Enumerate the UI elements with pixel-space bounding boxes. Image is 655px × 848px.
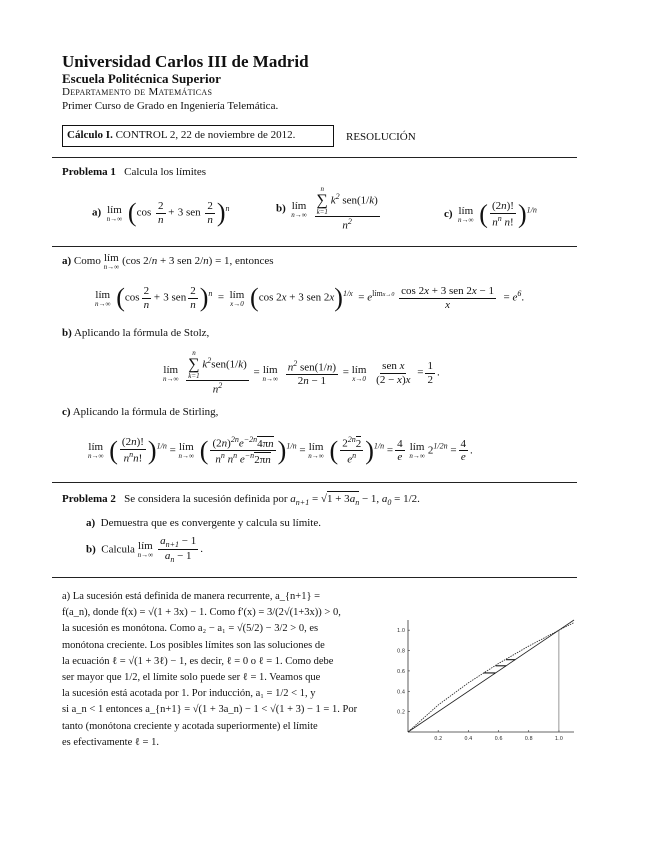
divider bbox=[52, 577, 577, 578]
item-c-label: c) bbox=[444, 208, 453, 220]
solution-c-label: c) bbox=[62, 406, 71, 418]
problem2-item-a-label: a) bbox=[86, 517, 96, 529]
problem1-item-a: a) lím n→∞ (cos $\frac{2}{n}$ + 3 sen $\frac{2}{n}$ )$^n$ bbox=[92, 198, 230, 228]
problem1-heading bbox=[62, 166, 206, 178]
solution-line: ser mayor que 1/2, el límite solo puede ser ℓ = 1. Veamos que bbox=[62, 672, 321, 684]
solution-b-intro bbox=[62, 327, 209, 339]
resolution-label: RESOLUCIÓN bbox=[346, 131, 416, 143]
department-name: Departamento de Matemáticas bbox=[62, 86, 213, 98]
item-b-label: b) bbox=[276, 202, 286, 215]
y-tick-label: 1.0 bbox=[397, 628, 405, 635]
solution-line: la sucesión está acotada por 1. Por inducción, a₁ = 1/2 < 1, y bbox=[62, 688, 316, 700]
problem2-item-b: b) Calcula lím n→∞ $\frac{a_{n+1} - 1}{a_n - 1}$ . bbox=[86, 535, 204, 565]
x-tick-label: 0.8 bbox=[524, 736, 533, 742]
cobweb-chart bbox=[392, 612, 582, 747]
y-tick-label: 0.2 bbox=[397, 709, 405, 716]
solution-line: la ecuación ℓ = √(1 + 3ℓ) − 1, es decir, ℓ = 0 o ℓ = 1. Como debe bbox=[62, 655, 334, 667]
x-tick-label: 0.4 bbox=[464, 736, 473, 742]
problem2-item-b-text: Calcula bbox=[101, 543, 135, 556]
problem2-solution bbox=[62, 589, 384, 751]
solution-line: la sucesión es monótona. Como a₂ − a₁ = √(5/2) − 3/2 > 0, es bbox=[62, 623, 319, 635]
problem1-label: Problema 1 bbox=[62, 166, 116, 178]
solution-line: es efectivamente ℓ = 1. bbox=[62, 736, 159, 748]
exam-date: CONTROL 2, 22 de noviembre de 2012. bbox=[115, 129, 296, 141]
solution-line: f(a_n), donde f(x) = √(1 + 3x) − 1. Como f′(x) = 3/(2√(1+3x)) > 0, bbox=[62, 607, 341, 619]
x-tick-label: 1.0 bbox=[554, 736, 563, 742]
y-tick-label: 0.6 bbox=[397, 668, 405, 675]
x-tick-label: 0.6 bbox=[494, 736, 503, 742]
solution-a-text2: entonces bbox=[235, 255, 274, 268]
divider bbox=[52, 482, 577, 483]
solution-line: tanto (monótona creciente y acotada superiormente) el límite bbox=[62, 720, 318, 732]
problem2-item-a-text: Demuestra que es convergente y calcula su límite. bbox=[100, 517, 321, 529]
solution-a-text: Como bbox=[73, 255, 101, 268]
y-tick-label: 0.4 bbox=[397, 689, 405, 696]
y-tick-label: 0.8 bbox=[397, 648, 405, 655]
solution-c-intro bbox=[62, 406, 218, 418]
divider bbox=[52, 246, 577, 247]
problem2-heading: Problema 2 Se considera la sucesión definida por $a_{n+1} = √1 + 3a_n - 1$, $a_0 = 1/2$. bbox=[62, 493, 420, 508]
solution-c-text: Aplicando la fórmula de Stirling, bbox=[72, 406, 219, 418]
problem2-item-b-label: b) bbox=[86, 543, 96, 556]
problem1-item-c: c) lím n→∞ ( $\frac{(2n)!}{n^n n!}$ )$^{1/n}$ bbox=[444, 199, 537, 229]
solution-a-formula: lím n→∞ (cos $\frac{2}{n}$ + 3 sen $\frac{2}{n}$ )$^n$ = lím x→0 (cos 2x + 3 sen $2x)^{1/x} = e^{límx\to 0}$ $\frac{\text{cos 2x + 3 sen 2x − 1}}{x}$ = $e^6$. bbox=[95, 283, 525, 313]
university-name: Universidad Carlos III de Madrid bbox=[62, 52, 309, 71]
solution-a-label: a) bbox=[62, 255, 72, 268]
problem2-statement: Se considera la sucesión definida por bbox=[124, 493, 288, 505]
solution-b-formula: lím n→∞ n ∑ k=1 $k^2sen(1/k)$ $n^2$ = lím n→∞ $\frac{n^2 sen(1/n)}{2n - 1}$ = lím x→0 $\frac{\text{sen x}}{(2 - x)x}$ = $\frac{1}{2}$ . bbox=[163, 349, 440, 396]
solution-line: monótona creciente. Los posibles límites son las soluciones de bbox=[62, 639, 325, 651]
solution-line: a) La sucesión está definida de manera recurrente, a_{n+1} = bbox=[62, 591, 321, 602]
solution-line: si a_n < 1 entonces a_{n+1} = √(1 + 3a_n) − 1 < √(1 + 3) − 1 = 1. Por bbox=[62, 704, 358, 716]
solution-c-formula: lím n→∞ ( $\frac{(2n)!}{n^nn!}$ )$^{1/n}$ = lím n→∞ ( $\frac{(2n)^{2n}e^{-2n}4\pi n}{n^n n^n e^{-n}2\pi n}$ )$^{1/n}$ = lím n→∞ ( $\frac{2^{2n}2}{e^n}$ )$^{1/n}$ = $\frac{4}{e}$ lím n→∞ $2^{1/2n}$ = $\frac{4}{e}$ . bbox=[88, 435, 473, 466]
item-a-label: a) bbox=[92, 206, 102, 219]
problem1-statement: Calcula los límites bbox=[124, 166, 207, 178]
course-name: Primer Curso de Grado en Ingeniería Telemática. bbox=[62, 100, 279, 112]
problem1-item-b: b) lím n→∞ n ∑ k=1 $k^2$ sen(1/k) $n^2$ bbox=[276, 185, 378, 232]
school-name: Escuela Politécnica Superior bbox=[62, 71, 221, 86]
x-tick-label: 0.2 bbox=[434, 736, 443, 742]
problem2-label: Problema 2 bbox=[62, 493, 116, 505]
solution-b-label: b) bbox=[62, 327, 72, 339]
identity-line bbox=[408, 620, 574, 732]
solution-b-text: Aplicando la fórmula de Stolz, bbox=[73, 327, 210, 339]
exam-title bbox=[67, 129, 295, 141]
solution-a-intro: a) Como lím n→∞ (cos 2/n + 3 sen 2/n) = 1, entonces bbox=[62, 252, 274, 271]
problem2-item-a bbox=[86, 517, 321, 529]
divider bbox=[52, 157, 577, 158]
course-title-bold: Cálculo I. bbox=[67, 129, 113, 141]
